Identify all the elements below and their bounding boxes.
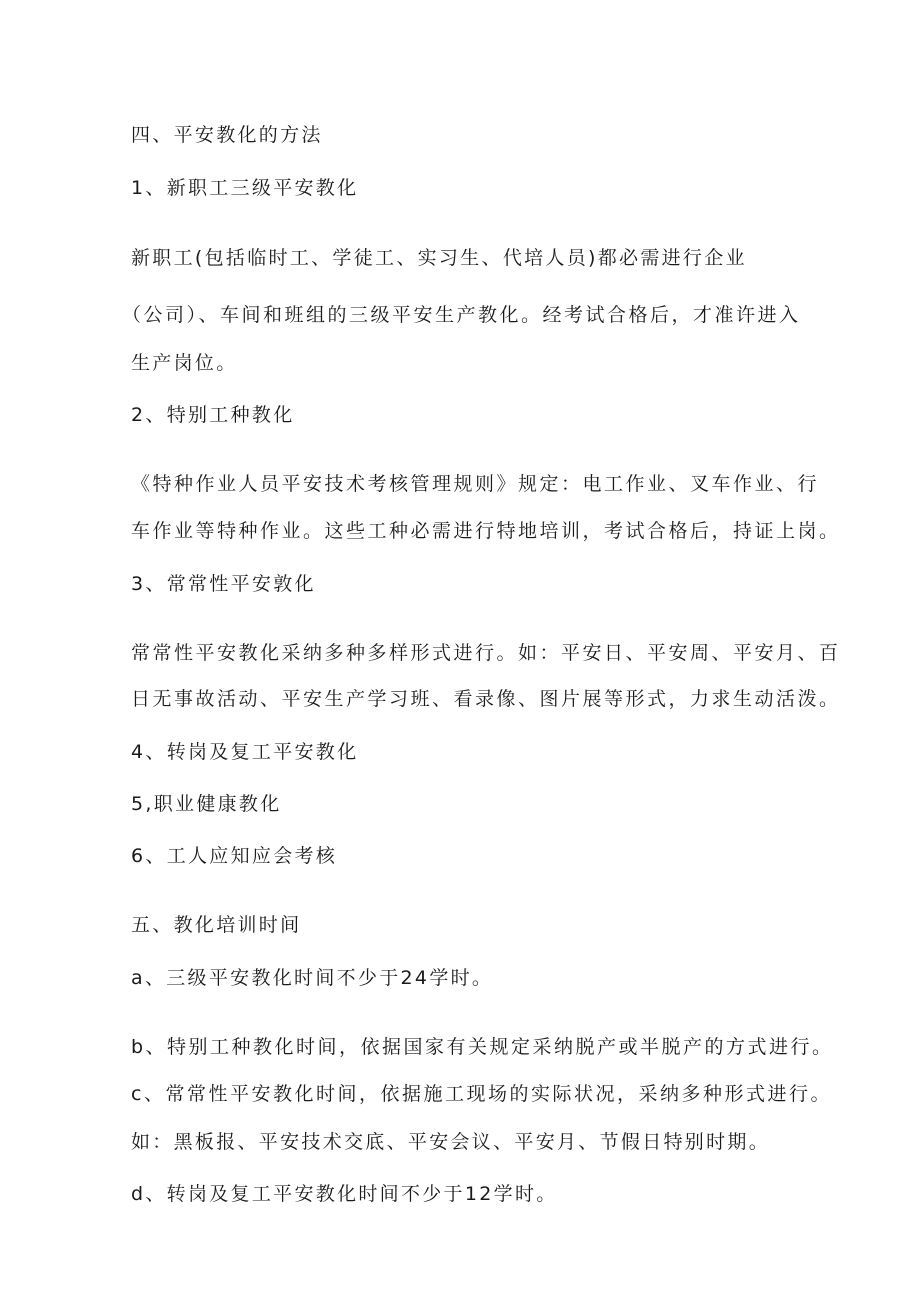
item1-paragraph-line3: 生产岗位。 — [131, 352, 238, 374]
item6-title: 6、工人应知应会考核 — [131, 845, 338, 867]
item3-paragraph-line1: 常常性平安教化采纳多种多样形式进行。如：平安日、平安周、平安月、百 — [131, 642, 841, 664]
item3-paragraph-line2: 日无事故活动、平安生产学习班、看录像、图片展等形式，力求生动活泼。 — [131, 688, 841, 710]
section5-heading: 五、教化培训时间 — [131, 914, 302, 936]
item1-title: 1、新职工三级平安教化 — [131, 177, 359, 199]
item-b: b、特别工种教化时间，依据国家有关规定采纳脱产或半脱产的方式进行。 — [131, 1036, 834, 1058]
item-a: a、三级平安教化时间不少于24学时。 — [131, 967, 494, 989]
item-d: d、转岗及复工平安教化时间不少于12学时。 — [131, 1183, 558, 1205]
item5-title: 5,职业健康教化 — [131, 793, 282, 815]
item2-title: 2、特别工种教化 — [131, 404, 295, 426]
item3-title: 3、常常性平安敦化 — [131, 573, 316, 595]
item2-paragraph-line1: 《特种作业人员平安技术考核管理规则》规定：电工作业、叉车作业、行 — [131, 473, 820, 495]
item1-paragraph-line2: （公司）、车间和班组的三级平安生产教化。经考试合格后，才准许进入 — [122, 304, 801, 326]
section4-heading: 四、平安教化的方法 — [131, 124, 323, 146]
item1-paragraph-line1: 新职工(包括临时工、学徒工、实习生、代培人员)都必需进行企业 — [131, 247, 747, 269]
item4-title: 4、转岗及复工平安教化 — [131, 741, 359, 763]
item-c-line1: c、常常性平安教化时间，依据施工现场的实际状况，采纳多种形式进行。 — [131, 1083, 832, 1105]
item2-paragraph-line2: 车作业等特种作业。这些工种必需进行特地培训，考试合格后，持证上岗。 — [131, 520, 841, 542]
item-c-line2: 如：黑板报、平安技术交底、平安会议、平安月、节假日特别时期。 — [131, 1131, 771, 1153]
